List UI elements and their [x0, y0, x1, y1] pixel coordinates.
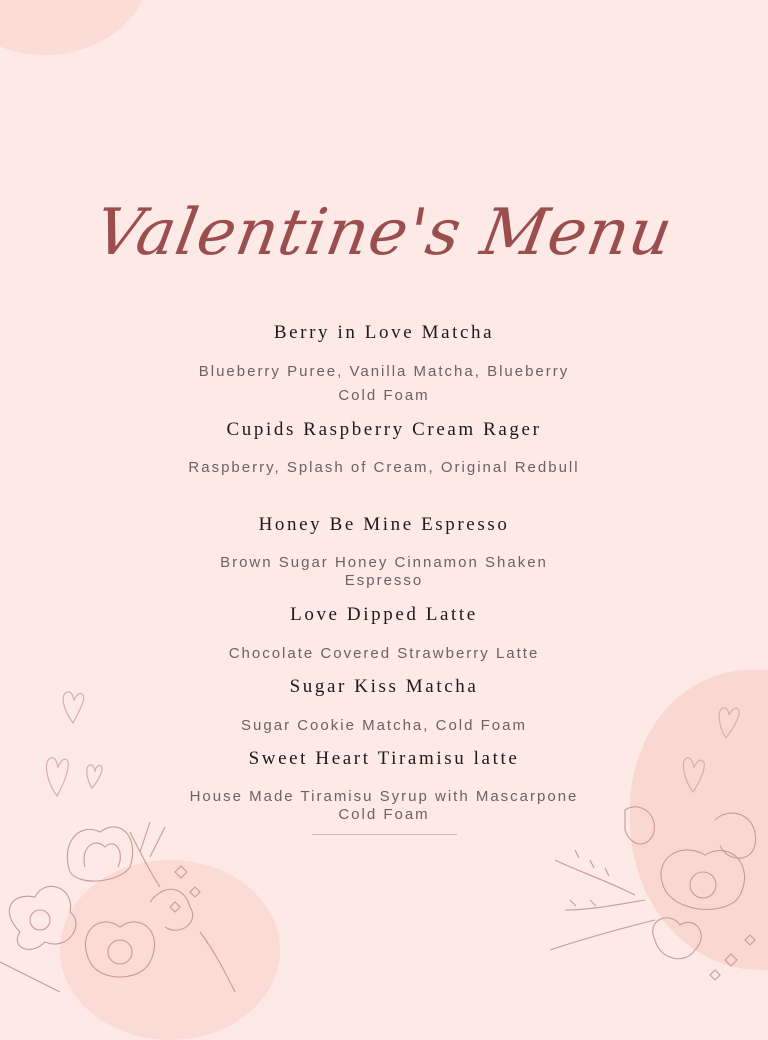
menu-item-description: Blueberry Puree, Vanilla Matcha, Blueberry Cold Foam: [198, 363, 570, 404]
menu-title-text: Valentine's Menu: [89, 196, 679, 270]
menu-item-description: House Made Tiramisu Syrup with Mascarpone Cold Foam: [189, 788, 579, 823]
menu-item-name: Sugar Kiss Matcha: [289, 676, 479, 697]
divider: [312, 834, 457, 835]
floral-bouquet-icon: [545, 800, 768, 992]
background-blob-top-left: [0, 0, 150, 55]
menu-title: [0, 196, 768, 306]
floral-bouquet-icon: [0, 812, 240, 992]
menu-item-name: Love Dipped Latte: [290, 604, 478, 625]
menu-item-name: Sweet Heart Tiramisu latte: [248, 748, 520, 769]
menu-item-description: Brown Sugar Honey Cinnamon Shaken Espresso: [220, 554, 548, 589]
menu-item-name: Berry in Love Matcha: [273, 322, 495, 343]
menu-item-name: Cupids Raspberry Cream Rager: [226, 419, 542, 440]
menu-item-description: Sugar Cookie Matcha, Cold Foam: [241, 717, 527, 734]
heart-outline-icon: [40, 688, 120, 803]
menu-item-name: Honey Be Mine Espresso: [258, 514, 510, 535]
menu-item-description: Raspberry, Splash of Cream, Original Redbull: [188, 459, 580, 476]
heart-outline-icon: [672, 700, 752, 800]
menu-item-description: Chocolate Covered Strawberry Latte: [228, 645, 540, 662]
